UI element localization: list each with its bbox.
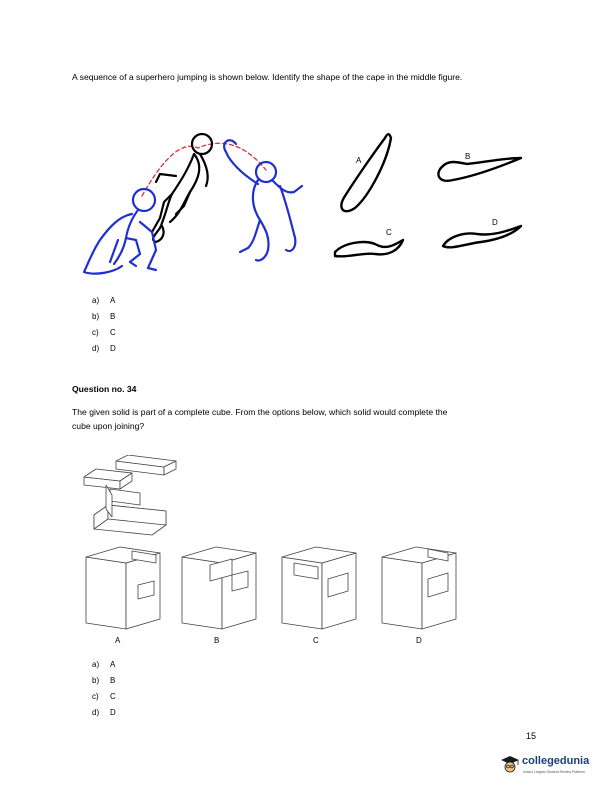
option-value: D [110,708,116,717]
q33-option-c[interactable] [92,328,116,338]
option-value: C [110,328,116,337]
option-value: A [110,296,116,305]
option-key: b) [92,676,100,685]
cape-label-c: C [386,228,392,237]
brand-tagline: India's Largest Student Review Platform [523,770,586,774]
q33-option-d[interactable] [92,344,116,354]
cube-label-b: B [214,636,220,645]
cape-shape-c [335,240,403,256]
superhero-jump-figure [80,122,320,282]
option-value: D [110,344,116,353]
option-key: d) [92,344,100,353]
jump-trajectory [142,143,266,196]
cube-label-d: D [416,636,422,645]
option-value: A [110,660,116,669]
q34-option-b[interactable] [92,676,115,686]
left-hero [84,189,156,274]
question-33-text: A sequence of a superhero jumping is shown below. Identify the shape of the cape in the middle figure. [72,72,463,82]
cube-option-b [182,547,256,629]
cube-label-c: C [313,636,319,645]
cape-label-d: D [492,218,498,227]
option-key: c) [92,328,99,337]
cape-shape-a [341,134,391,211]
cube-option-a [86,547,160,629]
question-34-heading: Question no. 34 [72,384,137,394]
cube-option-d [382,547,456,629]
question-34-text-line2: cube upon joining? [72,421,145,431]
cube-options-figure [82,545,482,635]
middle-hero [152,134,212,242]
cape-label-a: A [356,156,362,165]
given-solid-figure [80,455,190,545]
option-key: b) [92,312,100,321]
option-value: B [110,676,116,685]
cape-options-figure [325,122,535,272]
q33-option-a[interactable] [92,296,115,306]
cape-shape-d [443,226,521,247]
option-value: C [110,692,116,701]
collegedunia-logo-icon [500,754,520,774]
option-key: d) [92,708,100,717]
cape-label-b: B [465,152,471,161]
cube-option-c [282,547,356,629]
question-34-text-line1: The given solid is part of a complete cube. From the options below, which solid would complete the [72,407,448,417]
cube-label-a: A [115,636,121,645]
q33-option-b[interactable] [92,312,115,322]
option-value: B [110,312,116,321]
q34-option-d[interactable] [92,708,116,718]
page-number: 15 [526,731,537,741]
right-hero [224,140,302,260]
q34-option-c[interactable] [92,692,116,702]
option-key: a) [92,660,100,669]
q34-option-a[interactable] [92,660,115,670]
cape-shape-b [438,158,521,181]
option-key: c) [92,692,99,701]
brand-name: collegedunia [522,755,590,767]
option-key: a) [92,296,100,305]
